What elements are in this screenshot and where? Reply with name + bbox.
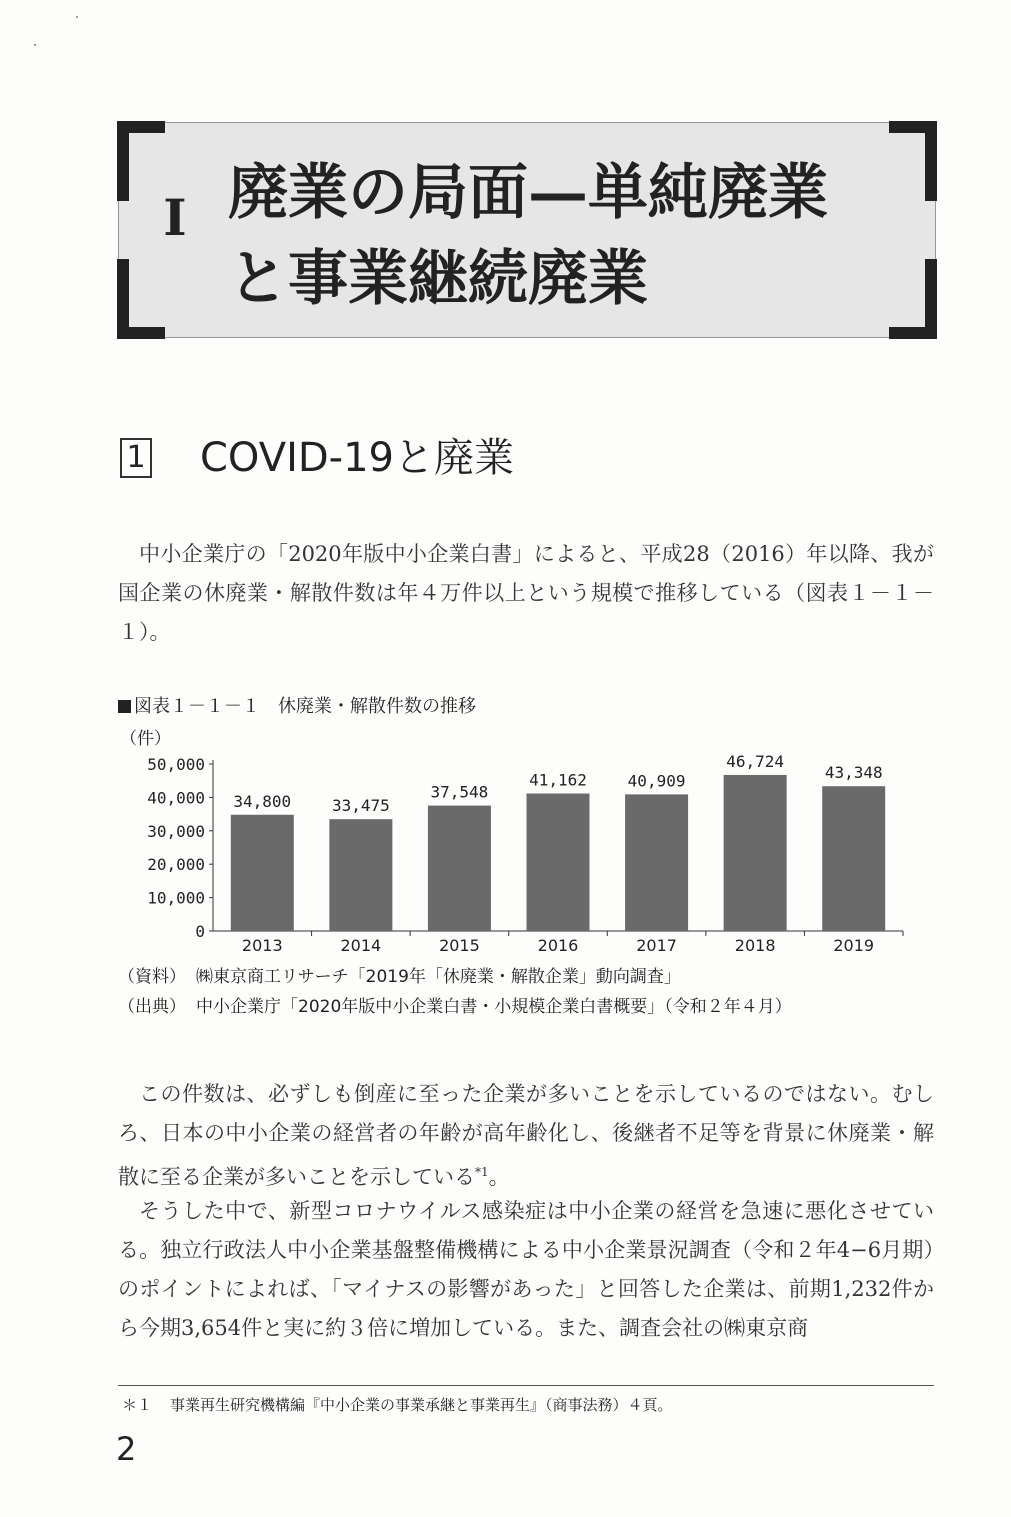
bracket-corner [889,327,937,339]
bar [231,815,294,931]
data-label: 33,475 [331,796,390,816]
data-label: 37,548 [430,782,489,802]
data-label: 46,724 [726,751,785,771]
y-tick-label: 50,000 [147,755,205,774]
chapter-numeral: I [163,188,187,247]
bracket-corner [889,121,937,133]
body-paragraph [118,1075,934,1197]
data-label: 43,348 [824,763,883,783]
figure-caption [118,692,476,718]
citation-text: 中小企業庁「2020年版中小企業白書・小規模企業白書概要」（令和２年４月） [196,997,792,1017]
bar-chart [118,720,918,960]
footnote-divider [118,1385,934,1386]
y-tick-label: 10,000 [147,888,205,908]
figure-source [118,962,681,987]
chapter-title-line: 廃業の局面—単純廃業 [228,158,828,228]
footnote [122,1394,673,1415]
bracket-corner [117,121,165,133]
paragraph-text: この件数は、必ずしも倒産に至った企業が多いことを示しているのではない。むしろ、日本の中小企業の経営者の年齢が高年齢化し、後継者不足等を背景に休廃業・解散に至る企業が多いことを示している [118,1082,934,1189]
bracket-corner [925,121,937,201]
bracket-corner [117,121,129,201]
section-number: 1 [120,438,152,478]
data-label: 40,909 [627,771,686,791]
x-tick-label: 2018 [734,936,776,955]
citation-label: （出典） [118,997,186,1017]
figure-citation [118,992,792,1017]
bar [527,794,590,931]
x-tick-label: 2017 [636,936,677,955]
x-tick-label: 2014 [340,936,382,955]
y-tick-label: 20,000 [147,855,205,875]
figure-caption-text: 図表１－１－１ 休廃業・解散件数の推移 [134,696,476,717]
body-paragraph: 中小企業庁の「2020年版中小企業白書」によると、平成28（2016）年以降、我が国企業の休廃業・解散件数は年４万件以上という規模で推移している（図表１－１－１）。 [118,542,934,644]
chapter-title-line: と事業継続廃業 [228,244,648,314]
y-tick-label: 30,000 [147,821,205,841]
y-tick-label: 0 [195,922,205,941]
chapter-title [228,150,918,322]
y-tick-label: 40,000 [147,788,205,808]
source-label: （資料） [118,967,186,987]
source-text: ㈱東京商工リサーチ「2019年「休廃業・解散企業」動向調査」 [196,967,681,987]
section-title: COVID-19と廃業 [200,435,515,481]
bar [625,794,688,931]
margin-mark [34,44,36,46]
x-tick-label: 2019 [833,936,875,955]
x-tick-label: 2013 [241,936,283,955]
footnote-reference: *1 [475,1165,489,1179]
bar [428,806,491,931]
y-axis-label: （件） [120,729,171,749]
bar [329,819,392,931]
data-label: 41,162 [529,770,587,790]
bar [822,786,885,931]
paragraph-text: 。 [488,1165,510,1189]
bracket-corner [117,327,165,339]
square-bullet-icon [118,700,131,713]
x-tick-label: 2016 [537,936,579,955]
page-number: 2 [116,1430,137,1468]
footnote-marker: ＊１ [122,1396,153,1414]
margin-mark [76,16,78,18]
bar [724,775,787,931]
x-tick-label: 2015 [439,936,480,955]
data-label: 34,800 [233,791,292,811]
footnote-text: 事業再生研究機構編『中小企業の事業承継と事業再生』（商事法務）４頁。 [170,1396,673,1414]
body-paragraph: そうした中で、新型コロナウイルス感染症は中小企業の経営を急速に悪化させている。独立行政法人中小企業基盤整備機構による中小企業景況調査（令和２年4−6月期）のポイントによれば、「マイナスの影響があった」と回答した企業は、前期1,232件から今期3,654件と実に約３倍に増加している。また、調査会社の㈱東京商 [118,1199,934,1340]
